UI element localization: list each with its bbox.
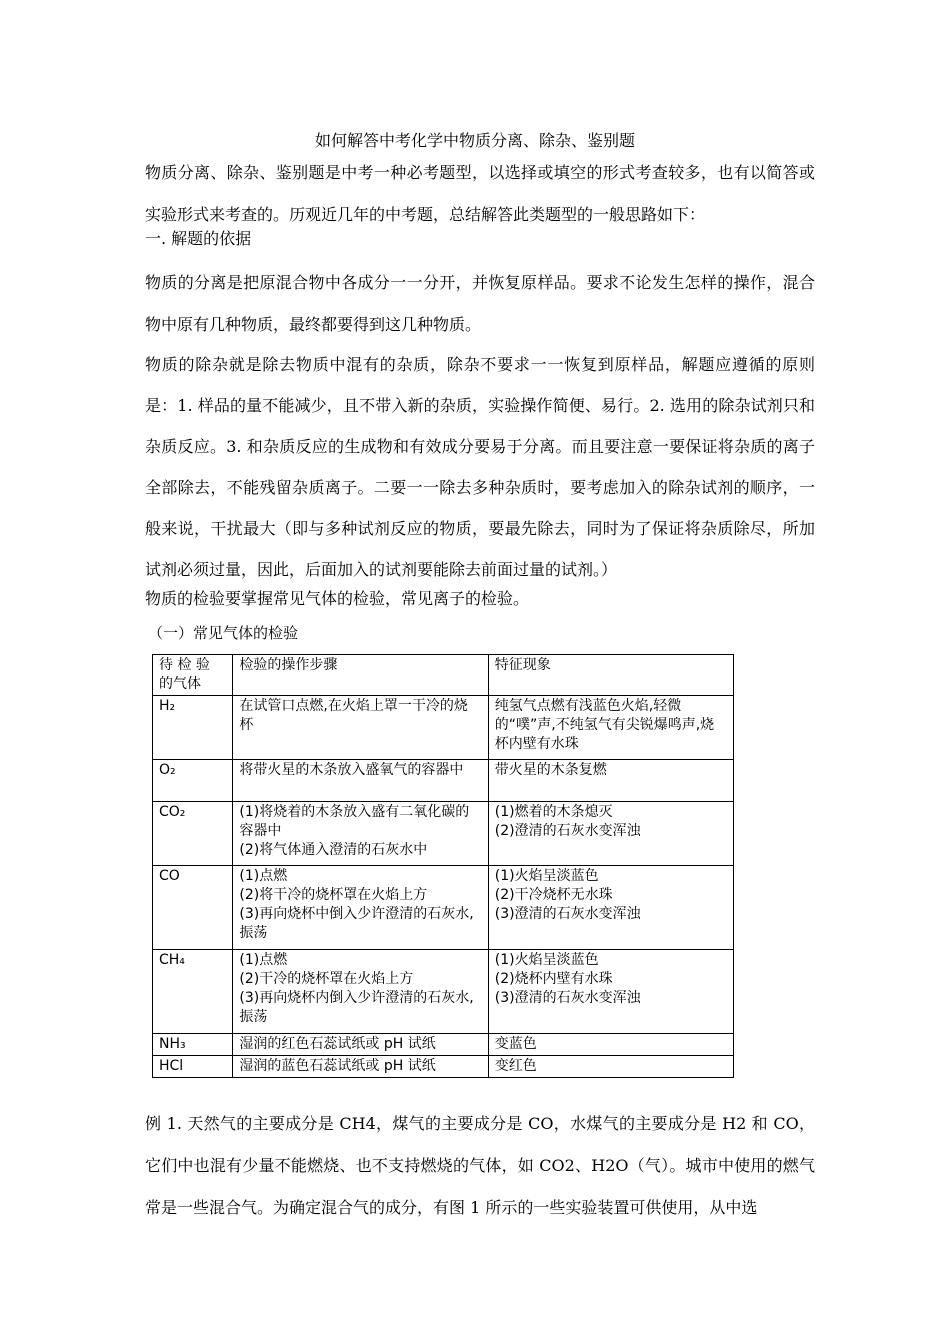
example-paragraph: 例 1. 天然气的主要成分是 CH4，煤气的主要成分是 CO，水煤气的主要成分是 H2 和 CO，它们中也混有少量不能燃烧、也不支持燃烧的气体，如 CO2、H2O（气）。城市中使用的燃气常是一些混合气。为确定混合气的成分，有图 1 所示的一些实验装置可供使用，从中选 <box>145 1114 815 1217</box>
steps-cell: 在试管口点燃,在火焰上罩一干冷的烧杯 <box>233 696 488 760</box>
steps-cell: (1)点燃 (2)干冷的烧杯罩在火焰上方 (3)再向烧杯内倒入少许澄清的石灰水,振荡 <box>233 950 488 1034</box>
steps-cell: (1)将烧着的木条放入盛有二氧化碳的容器中 (2)将气体通入澄清的石灰水中 <box>233 802 488 866</box>
steps-cell: 将带火星的木条放入盛氧气的容器中 <box>233 760 488 802</box>
impurity-paragraph: 物质的除杂就是除去物质中混有的杂质，除杂不要求一一恢复到原样品，解题应遵循的原则是：1. 样品的量不能减少，且不带入新的杂质，实验操作简便、易行。2. 选用的除杂试剂只和杂质反应。3. 和杂质反应的生成物和有效成分要易于分离。而且要注意一要保证将杂质的离子全部除去，不能残留杂质离子。二要一一除去多种杂质时，要考虑加入的除杂试剂的顺序，一般来说，干扰最大（即与多种试剂反应的物质，要最先除去，同时为了保证将杂质除尽，所加试剂必须过量，因此，后面加入的试剂要能除去前面过量的试剂。） <box>145 355 815 579</box>
steps-cell: 湿润的蓝色石蕊试纸或 pH 试纸 <box>233 1056 488 1078</box>
section-heading: 一. 解题的依据 <box>145 229 252 248</box>
table-row <box>153 802 734 866</box>
gas-cell: H₂ <box>153 696 233 760</box>
gas-cell: NH₃ <box>153 1034 233 1056</box>
gas-detection-table <box>152 654 734 1078</box>
table-header: 待 检 验 的气体 <box>153 655 233 696</box>
table-caption: （一）常见气体的检验 <box>148 624 299 642</box>
gas-cell: HCl <box>153 1056 233 1078</box>
table-row <box>153 760 734 802</box>
phenomena-cell: (1)火焰呈淡蓝色 (2)烧杯内壁有水珠 (3)澄清的石灰水变浑浊 <box>488 950 733 1034</box>
phenomena-cell: 变红色 <box>488 1056 733 1078</box>
separation-paragraph: 物质的分离是把原混合物中各成分一一分开，并恢复原样品。要求不论发生怎样的操作，混合物中原有几种物质，最终都要得到这几种物质。 <box>145 273 815 334</box>
steps-cell: (1)点燃 (2)将干冷的烧杯罩在火焰上方 (3)再向烧杯中倒入少许澄清的石灰水,振荡 <box>233 866 488 950</box>
phenomena-cell: (1)燃着的木条熄灭 (2)澄清的石灰水变浑浊 <box>488 802 733 866</box>
gas-cell: CO₂ <box>153 802 233 866</box>
table-row <box>153 950 734 1034</box>
table-row <box>153 696 734 760</box>
table-header: 特征现象 <box>488 655 733 696</box>
table-row <box>153 1034 734 1056</box>
phenomena-cell: 变蓝色 <box>488 1034 733 1056</box>
table-row <box>153 1056 734 1078</box>
phenomena-cell: 纯氢气点燃有浅蓝色火焰,轻微的“噗”声,不纯氢气有尖锐爆鸣声,烧杯内壁有水珠 <box>488 696 733 760</box>
steps-cell: 湿润的红色石蕊试纸或 pH 试纸 <box>233 1034 488 1056</box>
detection-paragraph: 物质的检验要掌握常见气体的检验，常见离子的检验。 <box>145 589 530 608</box>
document-title: 如何解答中考化学中物质分离、除杂、鉴别题 <box>314 131 635 150</box>
gas-cell: CO <box>153 866 233 950</box>
table-row <box>153 866 734 950</box>
intro-paragraph: 物质分离、除杂、鉴别题是中考一种必考题型，以选择或填空的形式考查较多，也有以简答或实验形式来考查的。历观近几年的中考题，总结解答此类题型的一般思路如下： <box>145 163 815 224</box>
gas-cell: CH₄ <box>153 950 233 1034</box>
table-header: 检验的操作步骤 <box>233 655 488 696</box>
gas-cell: O₂ <box>153 760 233 802</box>
phenomena-cell: (1)火焰呈淡蓝色 (2)干冷烧杯无水珠 (3)澄清的石灰水变浑浊 <box>488 866 733 950</box>
phenomena-cell: 带火星的木条复燃 <box>488 760 733 802</box>
table-header-row <box>153 655 734 696</box>
